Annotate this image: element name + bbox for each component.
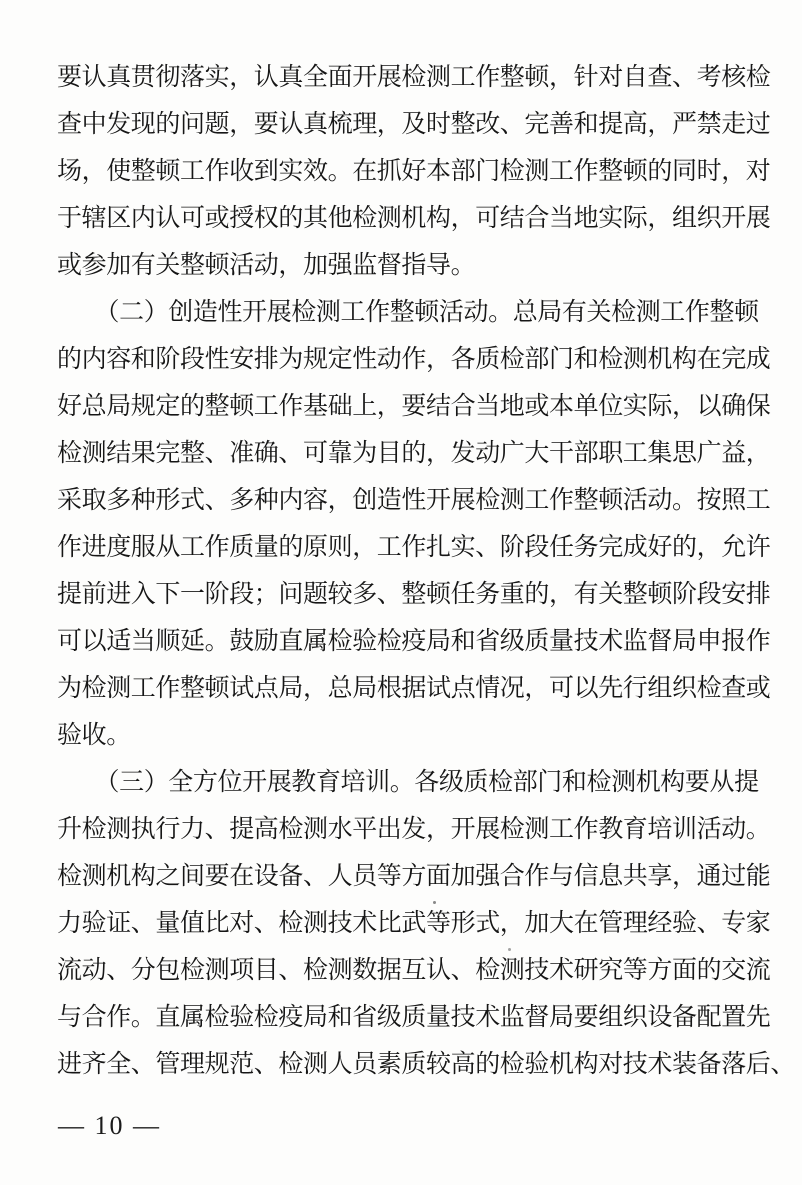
text-line: 于辖区内认可或授权的其他检测机构，可结合当地实际，组织开展 <box>57 205 771 232</box>
text-line: 或参加有关整顿活动，加强监督指导。 <box>57 252 476 279</box>
paragraph-1 <box>57 54 773 289</box>
scan-speck <box>508 948 511 951</box>
text-line: 检测机构之间要在设备、人员等方面加强合作与信息共享，通过能 <box>57 863 771 890</box>
text-line: （二）创造性开展检测工作整顿活动。总局有关检测工作整顿 <box>94 299 759 326</box>
paragraph-2 <box>57 289 773 759</box>
text-line: 为检测工作整顿试点局，总局根据试点情况，可以先行组织检查或 <box>57 675 771 702</box>
text-line: 提前进入下一阶段；问题较多、整顿任务重的，有关整顿阶段安排 <box>57 581 771 608</box>
text-line: 流动、分包检测项目、检测数据互认、检测技术研究等方面的交流 <box>57 957 771 984</box>
scan-speck <box>433 901 436 904</box>
text-line: 力验证、量值比对、检测技术比武等形式，加大在管理经验、专家 <box>57 910 771 937</box>
text-line: 检测结果完整、准确、可靠为目的，发动广大干部职工集思广益， <box>57 440 771 467</box>
text-line: 作进度服从工作质量的原则，工作扎实、阶段任务完成好的，允许 <box>57 534 771 561</box>
text-line: 场，使整顿工作收到实效。在抓好本部门检测工作整顿的同时，对 <box>57 158 771 185</box>
page-number: — 10 — <box>58 1111 161 1140</box>
text-line: 验收。 <box>57 722 131 749</box>
paragraph-3 <box>57 759 796 1088</box>
text-line: 的内容和阶段性安排为规定性动作，各质检部门和检测机构在完成 <box>57 346 771 373</box>
text-line: 进齐全、管理规范、检测人员素质较高的检验机构对技术装备落后、 <box>57 1051 796 1078</box>
text-line: 要认真贯彻落实，认真全面开展检测工作整顿，针对自查、考核检 <box>57 64 771 91</box>
text-line: 升检测执行力、提高检测水平出发，开展检测工作教育培训活动。 <box>57 816 771 843</box>
text-line: 好总局规定的整顿工作基础上，要结合当地或本单位实际，以确保 <box>57 393 771 420</box>
text-line: 可以适当顺延。鼓励直属检验检疫局和省级质量技术监督局申报作 <box>57 628 771 655</box>
text-line: （三）全方位开展教育培训。各级质检部门和检测机构要从提 <box>94 769 759 796</box>
text-line: 查中发现的问题，要认真梳理，及时整改、完善和提高，严禁走过 <box>57 111 771 138</box>
text-line: 与合作。直属检验检疫局和省级质量技术监督局要组织设备配置先 <box>57 1004 771 1031</box>
document-body <box>57 54 796 1088</box>
text-line: 采取多种形式、多种内容，创造性开展检测工作整顿活动。按照工 <box>57 487 771 514</box>
